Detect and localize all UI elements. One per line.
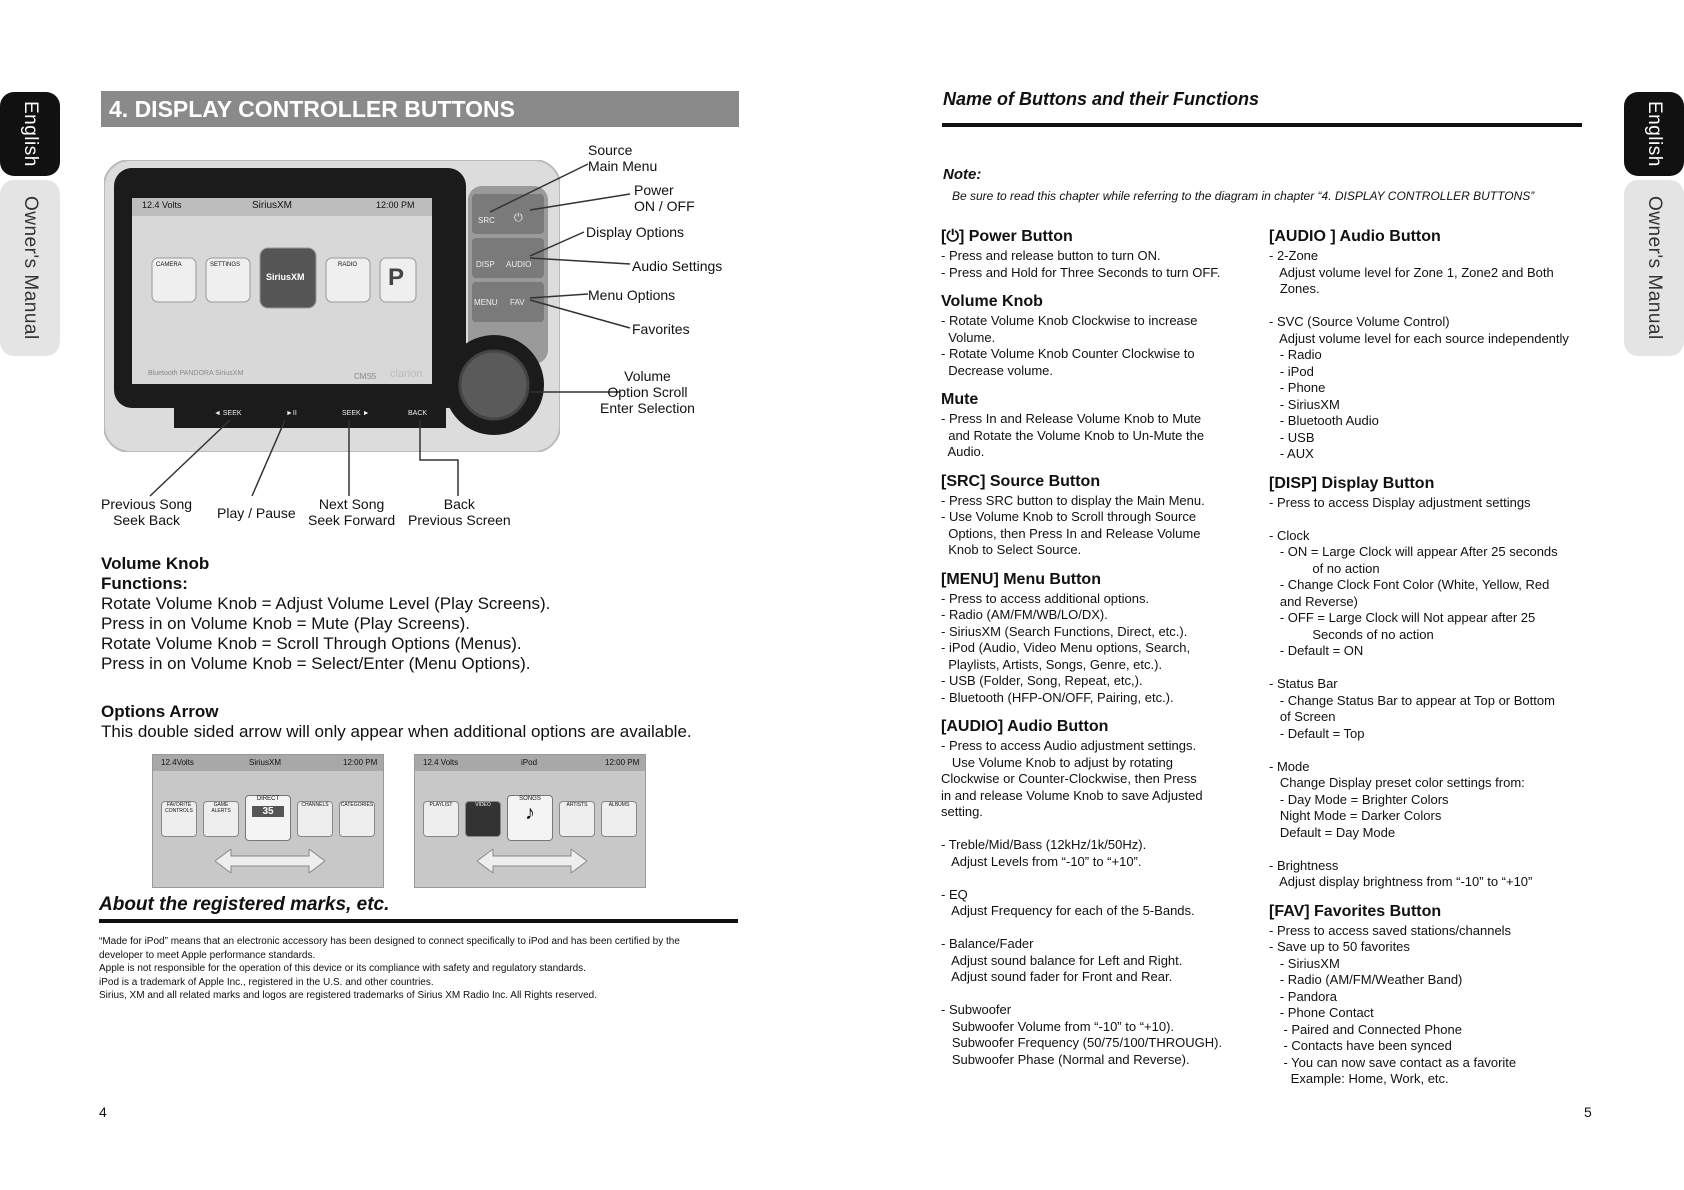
functions-title: Functions:: [101, 574, 188, 593]
registered-rule: [99, 919, 738, 923]
src-button[interactable]: SRC: [478, 216, 495, 225]
options-arrow-title: Options Arrow: [101, 702, 219, 721]
vk-line: Rotate Volume Knob = Adjust Volume Level (Play Screens).: [101, 594, 551, 613]
vk-line: Rotate Volume Knob = Scroll Through Options (Menus).: [101, 634, 522, 653]
callout-favorites: Favorites: [632, 321, 690, 337]
s2-icon: ALBUMS: [601, 801, 637, 837]
tab-english-label: English: [1644, 101, 1665, 167]
vk-line: Press in on Volume Knob = Mute (Play Screens).: [101, 614, 470, 633]
settings-icon-label: SETTINGS: [210, 262, 241, 268]
callout-audio: Audio Settings: [632, 258, 723, 274]
volume-knob-title: Volume Knob: [101, 554, 210, 573]
s2-icon: VIDEO: [465, 801, 501, 837]
callout-source: Source Main Menu: [588, 142, 658, 174]
fav-section-title: [FAV] Favorites Button: [1269, 902, 1442, 920]
tab-owners-manual-label: Owner's Manual: [20, 196, 41, 340]
camera-icon-label: CAMERA: [156, 262, 182, 268]
page-number-right: 5: [1584, 1104, 1592, 1120]
tab-owners-manual-right[interactable]: [1624, 180, 1684, 356]
menu-section-title: [MENU] Menu Button: [941, 570, 1101, 588]
screen-volts: 12.4 Volts: [142, 200, 182, 210]
volume-knob-functions: [101, 554, 741, 674]
s1-volts: 12.4Volts: [161, 758, 194, 767]
audio-section-title: [AUDIO] Audio Button: [941, 718, 1109, 735]
options-arrow-icon[interactable]: [215, 849, 325, 873]
s1-icon: GAME ALERTS: [203, 801, 239, 837]
siriusxm-icon-label: SiriusXM: [266, 272, 305, 282]
page-number-left: 4: [99, 1104, 107, 1120]
music-note-icon: ♪: [525, 802, 535, 824]
brand-logos: Bluetooth PANDORA SiriusXM: [148, 370, 244, 377]
section-header: 4. DISPLAY CONTROLLER BUTTONS: [101, 91, 739, 127]
callout-display: Display Options: [586, 224, 685, 240]
screen-time: 12:00 PM: [376, 200, 415, 210]
right-title-rule: [942, 123, 1582, 127]
s1-icon: FAVORITE CONTROLS: [161, 801, 197, 837]
s1-direct-num: 35: [252, 806, 284, 817]
registered-text: “Made for iPod” means that an electronic accessory has been designed to connect specifically to iPod and has been certified by the developer to meet Apple performance standards. Apple is not responsible for the operation of this device or its compliance with safety and regulatory standards. iPod is a trademark of Apple Inc., registered in the U.S. and other countries. Sirius, XM and all related marks and logos are registered trademarks of Sirius XM Radio Inc. All Rights reserved.: [99, 936, 680, 1001]
back-button[interactable]: BACK: [408, 410, 428, 417]
options-arrow-section: [101, 702, 751, 742]
s1-icon: CHANNELS: [297, 801, 333, 837]
callout-menu: Menu Options: [588, 287, 676, 303]
callout-back: Back Previous Screen: [408, 496, 511, 528]
seek-back-button[interactable]: ◄ SEEK: [214, 410, 242, 417]
right-column-2: [AUDIO ] Audio Button - 2-Zone Adjust volume level for Zone 1, Zone2 and Both Zones. - SVC (Source Volume Control) Adjust volume level for each source independently - Radio - iPod - Phone - SiriusXM - Bluetooth Audio - USB - AUX [DISP] Display Button - Press to access Display adjustment settings - Clock - ON = Large Clock will appear After 25 seconds of no action - Change Clock Font Color (White, Yellow, Red and Reverse) - OFF = Large Clock will Not appear after 25 Seconds of no action - Default = ON - Status Bar - Change Status Bar to appear at Top or Bottom of Screen - Default = Top - Mode Change Display preset color settings from: - Day Mode = Brighter Colors Night Mode = Darker Colors Default = Day Mode - Brightness Adjust display brightness from “-10” to “+10” [FAV] Favorites Button - Press to access saved stations/channels - Save up to 50 favorites - SiriusXM - Radio (AM/FM/Weather Band) - Pandora - Phone Contact - Paired and Connected Phone - Contacts have been synced - You can now save contact as a favorite Example: Home, Work, etc.: [1269, 228, 1619, 1088]
callout-prev: Previous Song Seek Back: [101, 496, 193, 528]
s2-time: 12:00 PM: [605, 758, 640, 767]
callout-volume: Volume Option Scroll Enter Selection: [600, 368, 695, 416]
vk-line: Press in on Volume Knob = Select/Enter (Menu Options).: [101, 654, 531, 673]
brand-label: clarion: [390, 368, 423, 380]
right-column-1: [⏻] Power Button - Press and release button to turn ON. - Press and Hold for Three Seconds to turn OFF. Volume Knob - Rotate Volume Knob Clockwise to increase Volume. - Rotate Volume Knob Counter Clockwise to Decrease volume. Mute - Press In and Release Volume Knob to Mute and Rotate the Volume Knob to Un-Mute the Audio. [SRC] Source Button - Press SRC button to display the Main Menu. - Use Volume Knob to Scroll through Source Options, then Press In and Release Volume Knob to Select Source. [MENU] Menu Button - Press to access additional options. - Radio (AM/FM/WB/LO/DX). - SiriusXM (Search Functions, Direct, etc.). - iPod (Audio, Video Menu options, Search, Playlists, Artists, Songs, Genre, etc.). - USB (Folder, Song, Repeat, etc,). - Bluetooth (HFP-ON/OFF, Pairing, etc.). [AUDIO] Audio Button - Press to access Audio adjustment settings. Use Volume Knob to adjust by rotating Clockwise or Counter-Clockwise, then Press in and release Volume Knob to save Adjusted setting. - Treble/Mid/Bass (12kHz/1k/50Hz). Adjust Levels from “-10” to “+10”. - EQ Adjust Frequency for each of the 5-Bands. - Balance/Fader Adjust sound balance for Left and Right. Adjust sound fader for Front and Rear. - Subwoofer Subwoofer Volume from “-10” to “+10). Subwoofer Frequency (50/75/100/THROUGH). Subwoofer Phase (Normal and Reverse).: [941, 228, 1271, 1068]
tab-english-label: English: [20, 101, 41, 167]
disp-button[interactable]: DISP: [476, 260, 495, 269]
audio-button[interactable]: AUDIO: [506, 260, 532, 269]
right-page-title: Name of Buttons and their Functions: [943, 89, 1260, 109]
power-icon: ⏻: [946, 228, 959, 245]
fav-button[interactable]: FAV: [510, 298, 525, 307]
play-pause-button[interactable]: ►II: [286, 410, 297, 417]
s2-icon-songs: SONGS ♪: [507, 795, 553, 841]
pandora-p-icon: P: [388, 264, 405, 291]
s2-icon: ARTISTS: [559, 801, 595, 837]
s1-time: 12:00 PM: [343, 758, 378, 767]
src-section-title: [SRC] Source Button: [941, 472, 1101, 490]
note-text: Be sure to read this chapter while referring to the diagram in chapter “4. DISPLAY CONTROLLER BUTTONS”: [952, 189, 1535, 203]
model-label: CMS5: [354, 372, 377, 381]
callout-play: Play / Pause: [217, 505, 296, 521]
s1-icon: CATEGORIES: [339, 801, 375, 837]
screen-source: SiriusXM: [252, 200, 293, 211]
note-label: Note:: [943, 166, 982, 183]
power-icon[interactable]: ⏻: [514, 212, 523, 224]
s1-source: SiriusXM: [249, 758, 282, 767]
radio-icon-label: RADIO: [338, 262, 358, 268]
power-button-title: [⏻] Power Button: [941, 228, 1073, 245]
menu-button[interactable]: MENU: [474, 298, 498, 307]
tab-owners-manual-label: Owner's Manual: [1644, 196, 1665, 340]
s1-icon-direct: DIRECT 35: [245, 795, 291, 841]
callout-next: Next Song Seek Forward: [308, 496, 396, 528]
callout-power: Power ON / OFF: [634, 182, 695, 214]
options-arrow-text: This double sided arrow will only appear when additional options are available.: [101, 722, 692, 741]
registered-marks-title: About the registered marks, etc.: [99, 894, 390, 915]
s2-source: iPod: [521, 758, 538, 767]
disp-section-title: [DISP] Display Button: [1269, 474, 1435, 492]
seek-forward-button[interactable]: SEEK ►: [342, 410, 370, 417]
screenshot-ipod: [414, 754, 646, 888]
audio-zone-section-title: [AUDIO ] Audio Button: [1269, 228, 1441, 245]
options-arrow-icon[interactable]: [477, 849, 587, 873]
s2-icon: PLAYLIST: [423, 801, 459, 837]
volume-knob-section-title: Volume Knob: [941, 293, 1043, 310]
s2-volts: 12.4 Volts: [423, 758, 459, 767]
tab-english-right[interactable]: [1624, 92, 1684, 176]
mute-section-title: Mute: [941, 391, 979, 408]
screenshot-siriusxm: [152, 754, 384, 888]
